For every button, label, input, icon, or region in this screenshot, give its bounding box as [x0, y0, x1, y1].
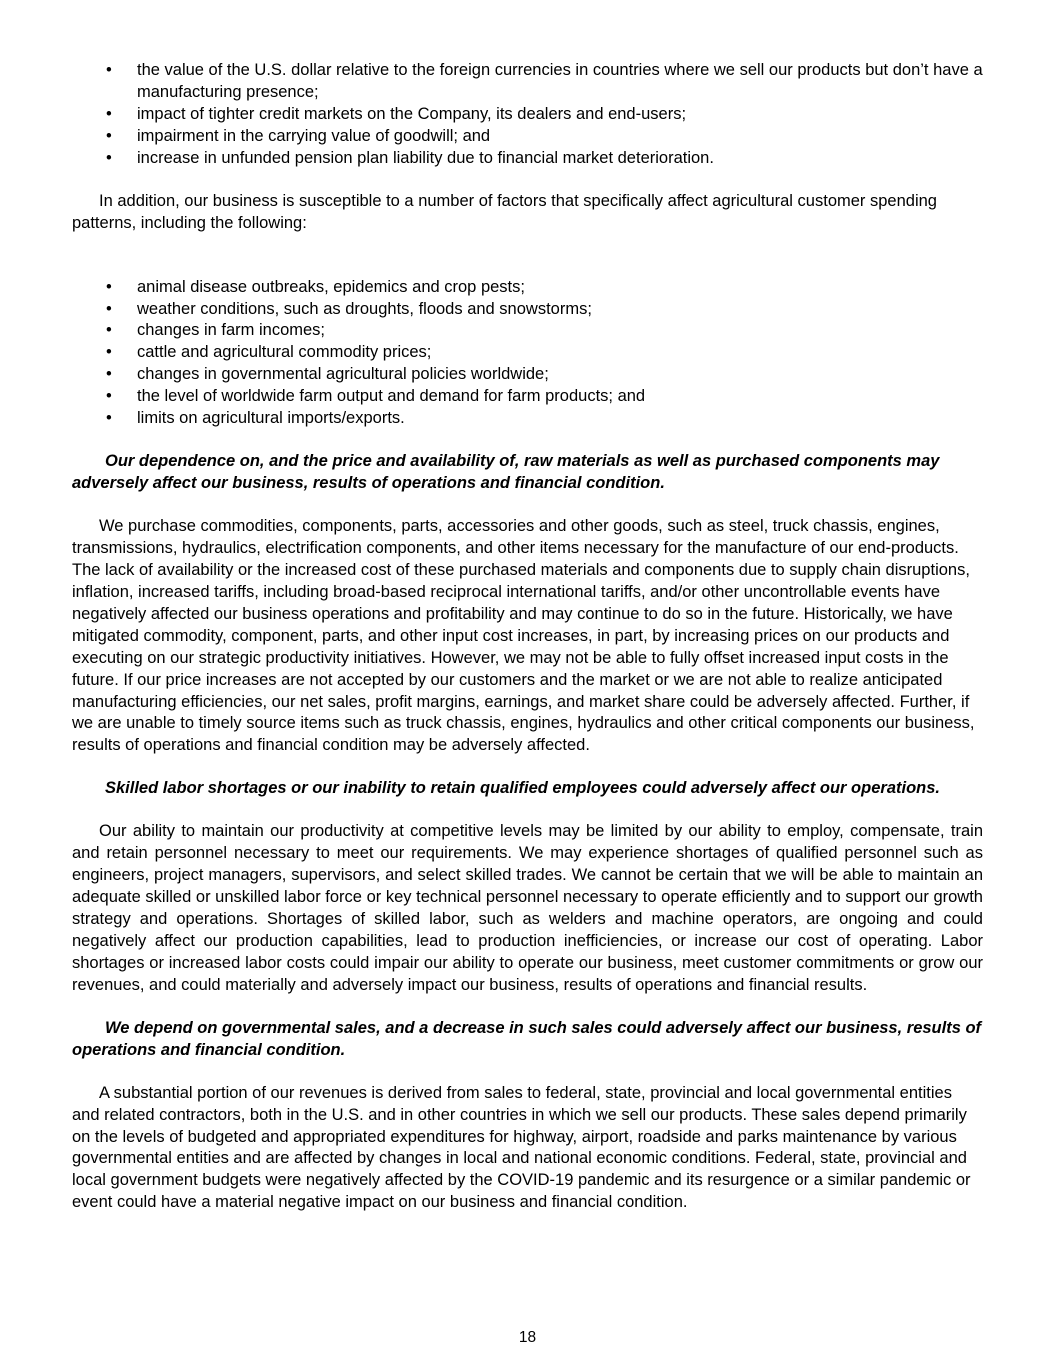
- list-item: • changes in farm incomes;: [72, 320, 983, 342]
- list-item: • increase in unfunded pension plan liability due to financial market deterioration.: [72, 148, 983, 170]
- list-item: • changes in governmental agricultural policies worldwide;: [72, 364, 983, 386]
- risk-heading-governmental-sales: We depend on governmental sales, and a decrease in such sales could adversely affect our business, results of operations and financial condition.: [72, 1018, 982, 1059]
- paragraph-governmental-sales: A substantial portion of our revenues is derived from sales to federal, state, provincial and local governmental entities and related contractors, both in the U.S. and in other countries in which we sell our products. These sales depend primarily on the levels of budgeted and appropriated expenditures for highway, airport, roadside and parks maintenance by various governmental entities and are affected by changes in local and national economic conditions. Federal, state, provincial and local government budgets were negatively affected by the COVID-19 pandemic and its resurgence or a similar pandemic or event could have a material negative impact on our business and financial condition.: [72, 1083, 971, 1212]
- page-number: 18: [518, 1329, 537, 1347]
- list-item: • weather conditions, such as droughts, floods and snowstorms;: [72, 299, 983, 321]
- list-item: • the level of worldwide farm output and demand for farm products; and: [72, 386, 983, 408]
- spacer: [72, 256, 983, 277]
- paragraph-raw-materials: We purchase commodities, components, parts, accessories and other goods, such as steel, truck chassis, engines, transmissions, hydraulics, electrification components, and other items necessary for the manufacture of our end-products. The lack of availability or the increased cost of these purchased materials and components due to supply chain disruptions, inflation, increased tariffs, including broad-based reciprocal international tariffs, and/or other uncontrollable events have negatively affected our business operations and profitability and may continue to do so in the future. Historically, we have mitigated commodity, component, parts, and other input cost increases, in part, by increasing prices on our products and executing on our strategic productivity initiatives. However, we may not be able to fully offset increased input costs in the future. If our price increases are not accepted by our customers and the market or we are not able to realize anticipated manufacturing efficiencies, our net sales, profit margins, earnings, and market share could be adversely affected. Further, if we are unable to timely source items such as truck chassis, engines, hydraulics and other critical components our business, results of operations and financial condition may be adversely affected.: [72, 517, 975, 755]
- list-item: • impact of tighter credit markets on the Company, its dealers and end-users;: [72, 104, 983, 126]
- list-item: • cattle and agricultural commodity prices;: [72, 342, 983, 364]
- paragraph-agricultural-intro: In addition, our business is susceptible to a number of factors that specifically affect agricultural customer spending patterns, including the following:: [72, 191, 937, 232]
- risk-heading-raw-materials: Our dependence on, and the price and availability of, raw materials as well as purchased components may adversely affect our business, results of operations and financial condition.: [72, 452, 940, 493]
- risk-heading-skilled-labor: Skilled labor shortages or our inability to retain qualified employees could adversely affect our operations.: [105, 779, 940, 798]
- list-item: • animal disease outbreaks, epidemics and crop pests;: [72, 277, 983, 299]
- bullet-list-economic-factors: [72, 60, 983, 170]
- list-item: • limits on agricultural imports/exports.: [72, 408, 983, 430]
- bullet-list-agricultural-factors: [72, 277, 983, 431]
- list-item: • impairment in the carrying value of goodwill; and: [72, 126, 983, 148]
- paragraph-skilled-labor: Our ability to maintain our productivity at competitive levels may be limited by our ability to employ, compensate, train and retain personnel necessary to meet our requirements. We may experience shortages of qualified personnel such as engineers, project managers, supervisors, and select skilled trades. We cannot be certain that we will be able to maintain an adequate skilled or unskilled labor force or key technical personnel necessary to operate efficiently and to support our growth strategy and operations. Shortages of skilled labor, such as welders and machine operators, are ongoing and could negatively affect our production capabilities, lead to production inefficiencies, or increase our cost of operating. Labor shortages or increased labor costs could impair our ability to operate our business, meet customer commitments or grow our revenues, and could materially and adversely impact our business, results of operations and financial results.: [72, 822, 983, 994]
- list-item: • the value of the U.S. dollar relative to the foreign currencies in countries where we sell our products but don’t have a manufacturing presence;: [72, 60, 983, 104]
